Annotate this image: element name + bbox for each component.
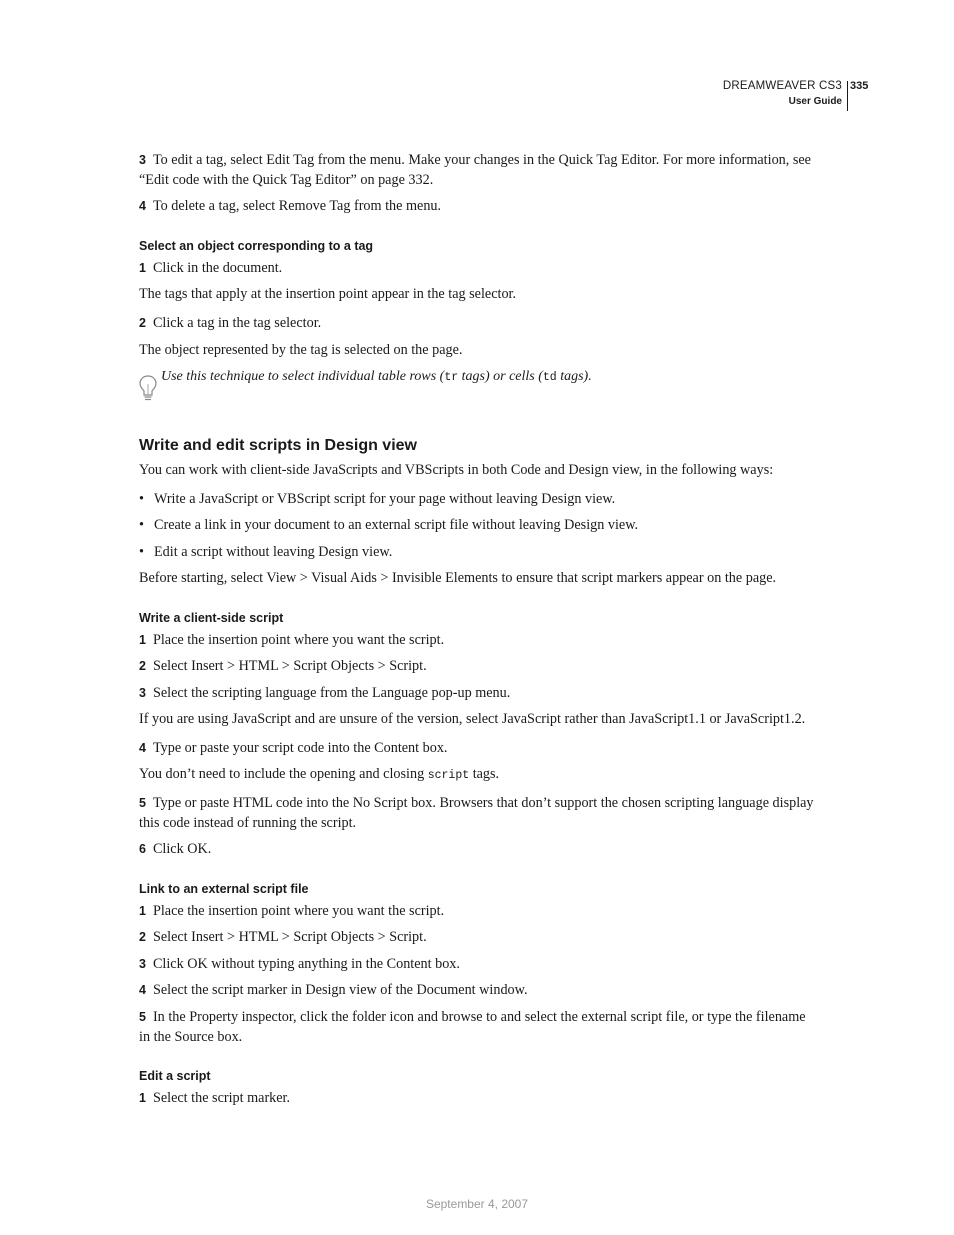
paragraph-scripts-intro: You can work with client-side JavaScripts and VBScripts in both Code and Design view, in the following ways: xyxy=(139,462,774,478)
paragraph-before-starting: Before starting, select View > Visual Aids > Invisible Elements to ensure that script markers appear on the page. xyxy=(139,570,777,586)
step-4: 4 Type or paste your script code into the Content box. xyxy=(139,740,448,756)
lightbulb-icon xyxy=(139,374,157,404)
guide-name: User Guide xyxy=(788,96,842,107)
paragraph-javascript-version: If you are using JavaScript and are unsure of the version, select JavaScript rather than JavaScript1.1 or JavaScript1.2. xyxy=(139,711,806,727)
subheading-edit-script: Edit a script xyxy=(139,1069,211,1083)
bullet-item: • Write a JavaScript or VBScript script for your page without leaving Design view. xyxy=(139,491,616,507)
step-5: 5 In the Property inspector, click the folder icon and browse to and select the external script file, or type the filename in the Source box. xyxy=(139,1009,806,1045)
page-number: 335 xyxy=(850,80,869,92)
step-1: 1 Select the script marker. xyxy=(139,1090,291,1106)
subheading-client-script: Write a client-side script xyxy=(139,611,284,625)
subheading-select-object: Select an object corresponding to a tag xyxy=(139,239,374,253)
product-name: DREAMWEAVER CS3 xyxy=(722,80,842,92)
step-4-delete-tag: 4 To delete a tag, select Remove Tag from the menu. xyxy=(139,198,442,214)
step-1-click-document: 1 Click in the document. xyxy=(139,260,283,276)
step-4: 4 Select the script marker in Design view of the Document window. xyxy=(139,982,528,998)
step-6: 6 Click OK. xyxy=(139,841,212,857)
step-3: 3 Click OK without typing anything in the Content box. xyxy=(139,956,460,972)
step-2: 2 Select Insert > HTML > Script Objects > Script. xyxy=(139,658,427,674)
subheading-external-script: Link to an external script file xyxy=(139,882,309,896)
step-3-edit-tag: 3 To edit a tag, select Edit Tag from the menu. Make your changes in the Quick Tag Editor. For more information, see “Edit code with the Quick Tag Editor” on page 332. xyxy=(139,152,811,188)
step-1: 1 Place the insertion point where you want the script. xyxy=(139,632,445,648)
header-divider xyxy=(847,81,848,111)
section-heading-scripts: Write and edit scripts in Design view xyxy=(139,437,417,454)
paragraph-tags-apply: The tags that apply at the insertion point appear in the tag selector. xyxy=(139,286,517,302)
footer-date: September 4, 2007 xyxy=(425,1197,529,1211)
bullet-item: • Create a link in your document to an external script file without leaving Design view. xyxy=(139,517,639,533)
step-1: 1 Place the insertion point where you want the script. xyxy=(139,903,445,919)
bullet-item: • Edit a script without leaving Design view. xyxy=(139,544,393,560)
paragraph-object-selected: The object represented by the tag is selected on the page. xyxy=(139,342,463,358)
step-3: 3 Select the scripting language from the Language pop-up menu. xyxy=(139,685,511,701)
step-2-click-tag: 2 Click a tag in the tag selector. xyxy=(139,315,322,331)
tip-text: Use this technique to select individual table rows (tr tags) or cells (td tags). xyxy=(161,369,592,384)
step-5: 5 Type or paste HTML code into the No Script box. Browsers that don’t support the chosen scripting language display this code instead of running the script. xyxy=(139,795,814,831)
paragraph-script-tags: You don’t need to include the opening and closing script tags. xyxy=(139,766,500,782)
running-header xyxy=(723,79,842,109)
step-2: 2 Select Insert > HTML > Script Objects > Script. xyxy=(139,929,427,945)
